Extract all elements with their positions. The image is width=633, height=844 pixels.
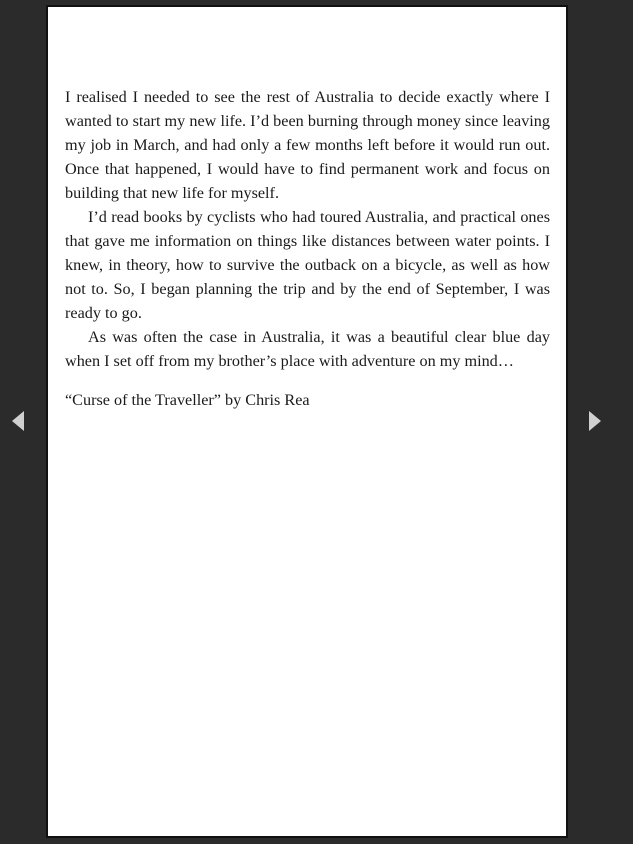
next-page-button[interactable]: [585, 408, 605, 434]
page-text: [65, 85, 550, 412]
triangle-right-icon: [588, 410, 602, 432]
song-credit: “Curse of the Traveller” by Chris Rea: [65, 391, 310, 409]
previous-page-button[interactable]: [8, 408, 28, 434]
paragraph-1: I realised I needed to see the rest of Australia to decide exactly where I wanted to start my new life. I’d been burning through money since leaving my job in March, and had only a few months left before it would run out. Once that happened, I would have to find permanent work and focus on building that new life for myself.: [65, 88, 550, 202]
paragraph-3: As was often the case in Australia, it was a beautiful clear blue day when I set off from my brother’s place with adventure on my mind…: [65, 328, 550, 370]
paragraph-2: I’d read books by cyclists who had toured Australia, and practical ones that gave me information on things like distances between water points. I knew, in theory, how to survive the outback on a bicycle, as well as how not to. So, I began planning the trip and by the end of September, I was ready to go.: [65, 208, 550, 322]
triangle-left-icon: [11, 410, 25, 432]
book-page: [46, 5, 568, 838]
